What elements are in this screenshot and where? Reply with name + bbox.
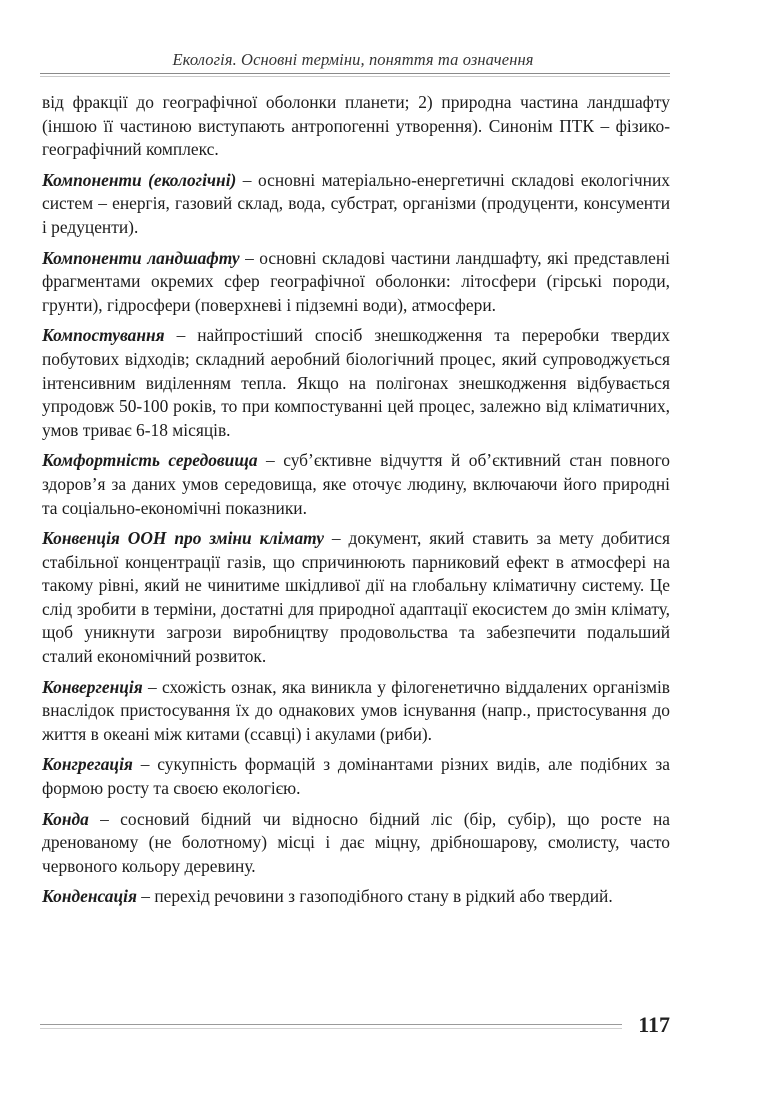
entry-term: Компоненти ландшафту: [42, 247, 240, 268]
glossary-entry: [42, 247, 670, 318]
entry-term: Компостування: [42, 325, 165, 346]
glossary-entry: [42, 169, 670, 240]
entry-term: Конгрегація: [42, 754, 133, 775]
header-rule: [40, 73, 670, 74]
footer-rule: [40, 1024, 622, 1025]
entry-definition: – документ, який ставить за мету добитися стабільної концентрації газів, що спричинюють парниковий ефект в атмосфері на такому рівні, який не чинитиме шкідливої дії на глобальну кліматичну систему. Це слід зробити в терміни, достатні для природної адаптації екосистем до змін клімату, щоб уникнути загрози виробництву продовольства та забезпечити подальший сталий економічний розвиток.: [42, 528, 670, 667]
glossary-body: [42, 91, 670, 916]
entry-term: Конда: [42, 808, 89, 829]
glossary-entry: [42, 676, 670, 747]
running-header: Екологія. Основні терміни, поняття та означення: [172, 50, 534, 69]
entry-term: Конвергенція: [42, 676, 143, 697]
header-rule-secondary: [40, 76, 670, 77]
entry-term: Конденсація: [42, 886, 137, 907]
entry-definition: – суб’єктивне відчуття й об’єктивний стан повного здоров’я за даних умов середовища, яке оточує людину, включаючи його природні та соціально-економічні показники.: [42, 450, 670, 518]
entry-term: Компоненти (екологічні): [42, 169, 237, 190]
entry-definition: – схожість ознак, яка виникла у філогенетично віддалених організмів внаслідок пристосування їх до однакових умов існування (напр., пристосування до життя в океані між китами (ссавці) і акулами (риби).: [42, 676, 670, 744]
entry-definition: – перехід речовини з газоподібного стану в рідкий або твердий.: [136, 886, 613, 907]
entry-definition: – сосновий бідний чи відносно бідний ліс (бір, субір), що росте на дренованому (не болотному) місці і дає міцну, дрібношарову, смолисту, часто червоного кольору деревину.: [42, 808, 670, 876]
entry-term: Конвенція ООН про зміни клімату: [42, 528, 324, 549]
glossary-entry: [42, 808, 670, 879]
entry-definition: – основні складові частини ландшафту, які представлені фрагментами окремих сфер географічної оболонки: літосфери (гірські породи, грунти), гідросфери (поверхневі і підземні води), атмосфери.: [42, 247, 670, 315]
footer-rule-secondary: [40, 1028, 622, 1029]
page-number: 117: [638, 1012, 670, 1037]
glossary-entry: [42, 449, 670, 520]
glossary-entry: [42, 527, 670, 669]
entry-definition: – основні матеріально-енергетичні складові екологічних систем – енергія, газовий склад, вода, субстрат, організми (продуценти, консументи і редуценти).: [42, 169, 670, 237]
glossary-entry: [42, 324, 670, 442]
entry-definition: – сукупність формацій з домінантами різних видів, але подібних за формою росту та своєю екологією.: [42, 754, 670, 799]
entry-definition: – найпростіший спосіб знешкодження та переробки твердих побутових відходів; складний аеробний біологічний процес, який супроводжується інтенсивним виділенням тепла. Якщо на полігонах знешкодження відбувається упродовж 50-100 років, то при компостуванні цей процес, залежно від кліматичних, умов триває 6-18 місяців.: [42, 325, 670, 440]
glossary-entry: [42, 885, 670, 909]
entry-term: Комфортність середовища: [42, 450, 258, 471]
entry-definition: від фракції до географічної оболонки планети; 2) природна частина ландшафту (іншою її частиною виступають антропогенні утворення). Синонім ПТК – фізико-географічний комплекс.: [42, 92, 670, 160]
glossary-entry: [42, 753, 670, 800]
glossary-entry-continued: [42, 91, 670, 162]
